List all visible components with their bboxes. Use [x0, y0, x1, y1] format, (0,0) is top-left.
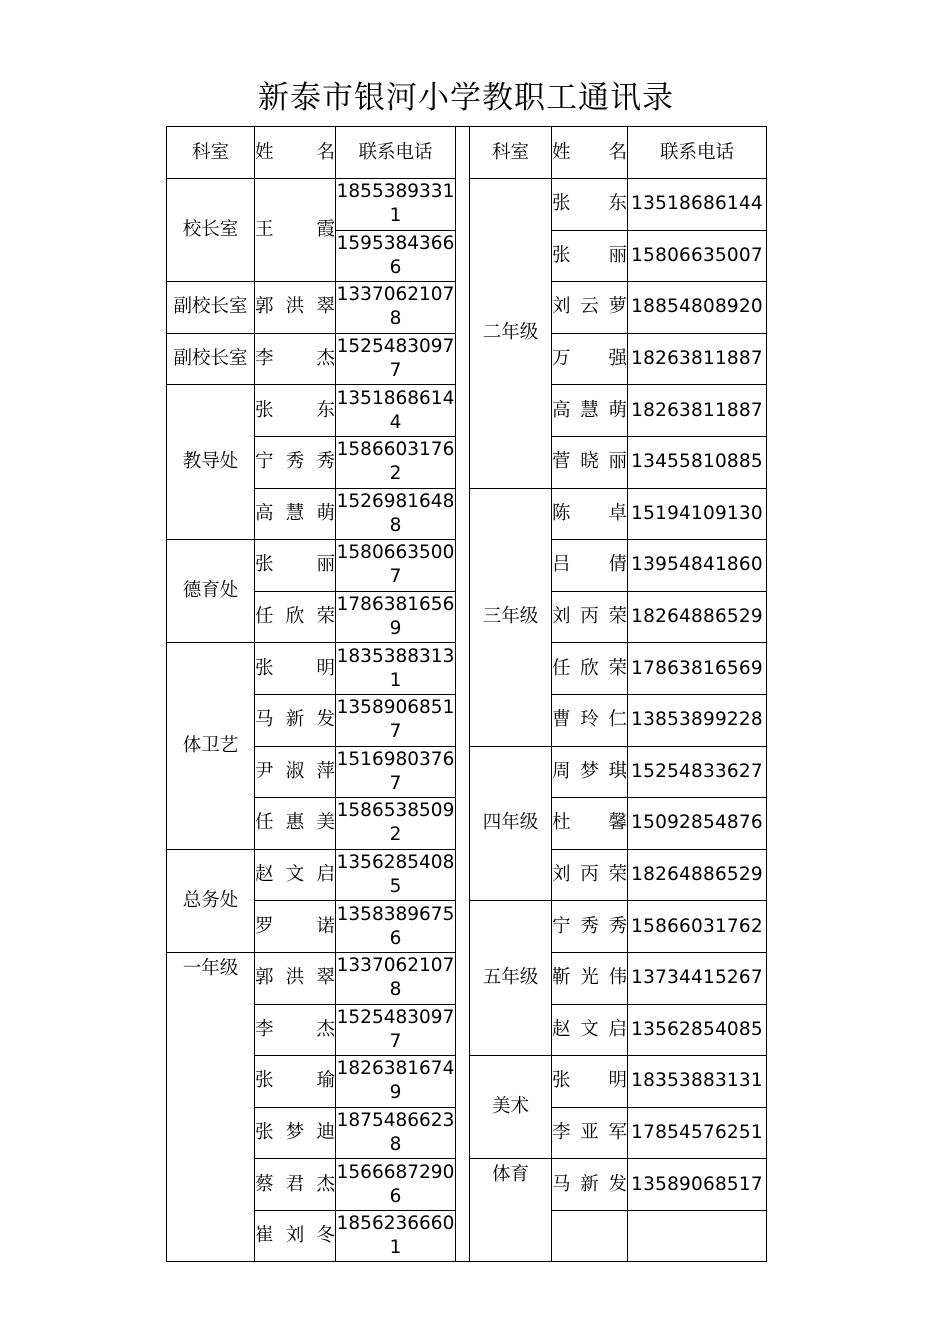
right-staff-name: 任欣荣 — [552, 643, 628, 695]
right-staff-name: 李亚军 — [552, 1107, 628, 1159]
right-staff-phone: 15254833627 — [628, 746, 767, 798]
left-staff-phone: 13370621078 — [336, 282, 456, 334]
left-staff-name: 张丽 — [255, 540, 336, 592]
header-dept-left: 科室 — [167, 127, 255, 179]
right-staff-name — [552, 1210, 628, 1262]
right-dept-cell: 体育 — [470, 1159, 552, 1262]
left-staff-phone: 18562366601 — [336, 1210, 456, 1262]
left-staff-phone: 13589068517 — [336, 694, 456, 746]
right-staff-name: 张明 — [552, 1056, 628, 1108]
right-staff-phone: 13589068517 — [628, 1159, 767, 1211]
left-dept-cell: 总务处 — [167, 849, 255, 952]
right-staff-phone: 15092854876 — [628, 798, 767, 850]
header-name-right: 姓 名 — [552, 127, 628, 179]
right-staff-name: 马新发 — [552, 1159, 628, 1211]
right-dept-cell: 二年级 — [470, 179, 552, 489]
left-staff-phone: 15254830977 — [336, 333, 456, 385]
right-staff-phone: 17863816569 — [628, 643, 767, 695]
right-staff-name: 赵文启 — [552, 1004, 628, 1056]
left-staff-phone: 17863816569 — [336, 591, 456, 643]
header-phone-right: 联系电话 — [628, 127, 767, 179]
right-staff-name: 高慧萌 — [552, 385, 628, 437]
left-staff-phone: 13370621078 — [336, 952, 456, 1004]
header-name-left: 姓 名 — [255, 127, 336, 179]
right-staff-name: 张东 — [552, 179, 628, 231]
column-gap — [456, 127, 470, 1262]
left-dept-cell: 副校长室 — [167, 282, 255, 334]
left-staff-phone: 18553893311 — [336, 179, 456, 231]
left-staff-phone: 15169803767 — [336, 746, 456, 798]
right-dept-cell: 四年级 — [470, 746, 552, 901]
header-phone-left: 联系电话 — [336, 127, 456, 179]
left-staff-phone: 18353883131 — [336, 643, 456, 695]
left-staff-phone: 15254830977 — [336, 1004, 456, 1056]
right-dept-cell: 三年级 — [470, 488, 552, 746]
header-dept-right: 科室 — [470, 127, 552, 179]
right-staff-phone: 13853899228 — [628, 694, 767, 746]
left-staff-name: 张瑜 — [255, 1056, 336, 1108]
left-staff-name: 王霞 — [255, 179, 336, 282]
left-staff-phone: 15865385092 — [336, 798, 456, 850]
left-staff-name: 任欣荣 — [255, 591, 336, 643]
left-staff-name: 李杰 — [255, 1004, 336, 1056]
left-dept-cell: 教导处 — [167, 385, 255, 540]
left-staff-name: 张明 — [255, 643, 336, 695]
left-dept-cell: 德育处 — [167, 540, 255, 643]
right-staff-phone: 13954841860 — [628, 540, 767, 592]
right-staff-phone: 18353883131 — [628, 1056, 767, 1108]
left-staff-phone: 13583896756 — [336, 901, 456, 953]
left-staff-name: 高慧萌 — [255, 488, 336, 540]
right-staff-name: 刘丙荣 — [552, 849, 628, 901]
right-staff-name: 吕倩 — [552, 540, 628, 592]
left-staff-name: 尹淑萍 — [255, 746, 336, 798]
right-dept-cell: 美术 — [470, 1056, 552, 1159]
right-staff-name: 杜馨 — [552, 798, 628, 850]
left-staff-name: 郭洪翠 — [255, 282, 336, 334]
left-staff-phone: 13562854085 — [336, 849, 456, 901]
right-staff-phone: 13734415267 — [628, 952, 767, 1004]
right-staff-phone: 18263811887 — [628, 333, 767, 385]
left-staff-phone: 18754866238 — [336, 1107, 456, 1159]
left-staff-name: 郭洪翠 — [255, 952, 336, 1004]
right-staff-name: 曹玲仁 — [552, 694, 628, 746]
right-staff-phone: 13455810885 — [628, 436, 767, 488]
left-staff-phone: 15269816488 — [336, 488, 456, 540]
left-staff-name: 李杰 — [255, 333, 336, 385]
left-staff-name: 蔡君杰 — [255, 1159, 336, 1211]
left-staff-phone: 15866031762 — [336, 436, 456, 488]
header-row — [167, 127, 767, 179]
left-staff-phone: 18263816749 — [336, 1056, 456, 1108]
page-title: 新泰市银河小学教职工通讯录 — [258, 80, 674, 116]
left-staff-name: 任惠美 — [255, 798, 336, 850]
right-staff-phone: 18854808920 — [628, 282, 767, 334]
left-staff-name: 赵文启 — [255, 849, 336, 901]
right-staff-phone: 18264886529 — [628, 591, 767, 643]
left-staff-phone: 15953843666 — [336, 230, 456, 282]
right-staff-name: 靳光伟 — [552, 952, 628, 1004]
right-staff-name: 周梦琪 — [552, 746, 628, 798]
right-staff-phone: 13518686144 — [628, 179, 767, 231]
left-staff-name: 马新发 — [255, 694, 336, 746]
left-dept-cell: 副校长室 — [167, 333, 255, 385]
right-staff-phone: 13562854085 — [628, 1004, 767, 1056]
right-staff-phone: 15194109130 — [628, 488, 767, 540]
right-dept-cell: 五年级 — [470, 901, 552, 1056]
left-staff-phone: 15806635007 — [336, 540, 456, 592]
right-staff-name: 万强 — [552, 333, 628, 385]
right-staff-phone: 17854576251 — [628, 1107, 767, 1159]
right-staff-name: 刘云萝 — [552, 282, 628, 334]
right-staff-name: 刘丙荣 — [552, 591, 628, 643]
left-staff-name: 张东 — [255, 385, 336, 437]
left-staff-phone: 13518686144 — [336, 385, 456, 437]
right-staff-phone — [628, 1210, 767, 1262]
left-dept-cell: 体卫艺 — [167, 643, 255, 849]
right-staff-phone: 18263811887 — [628, 385, 767, 437]
right-staff-phone: 18264886529 — [628, 849, 767, 901]
left-staff-name: 崔刘冬 — [255, 1210, 336, 1262]
right-staff-name: 宁秀秀 — [552, 901, 628, 953]
right-staff-name: 张丽 — [552, 230, 628, 282]
left-staff-name: 张梦迪 — [255, 1107, 336, 1159]
staff-directory-table — [166, 126, 767, 1262]
left-staff-phone: 15666872906 — [336, 1159, 456, 1211]
left-staff-name: 宁秀秀 — [255, 436, 336, 488]
right-staff-phone: 15866031762 — [628, 901, 767, 953]
left-dept-cell: 校长室 — [167, 179, 255, 282]
left-dept-cell: 一年级 — [167, 952, 255, 1262]
left-staff-name: 罗诺 — [255, 901, 336, 953]
right-staff-phone: 15806635007 — [628, 230, 767, 282]
right-staff-name: 菅晓丽 — [552, 436, 628, 488]
right-staff-name: 陈卓 — [552, 488, 628, 540]
